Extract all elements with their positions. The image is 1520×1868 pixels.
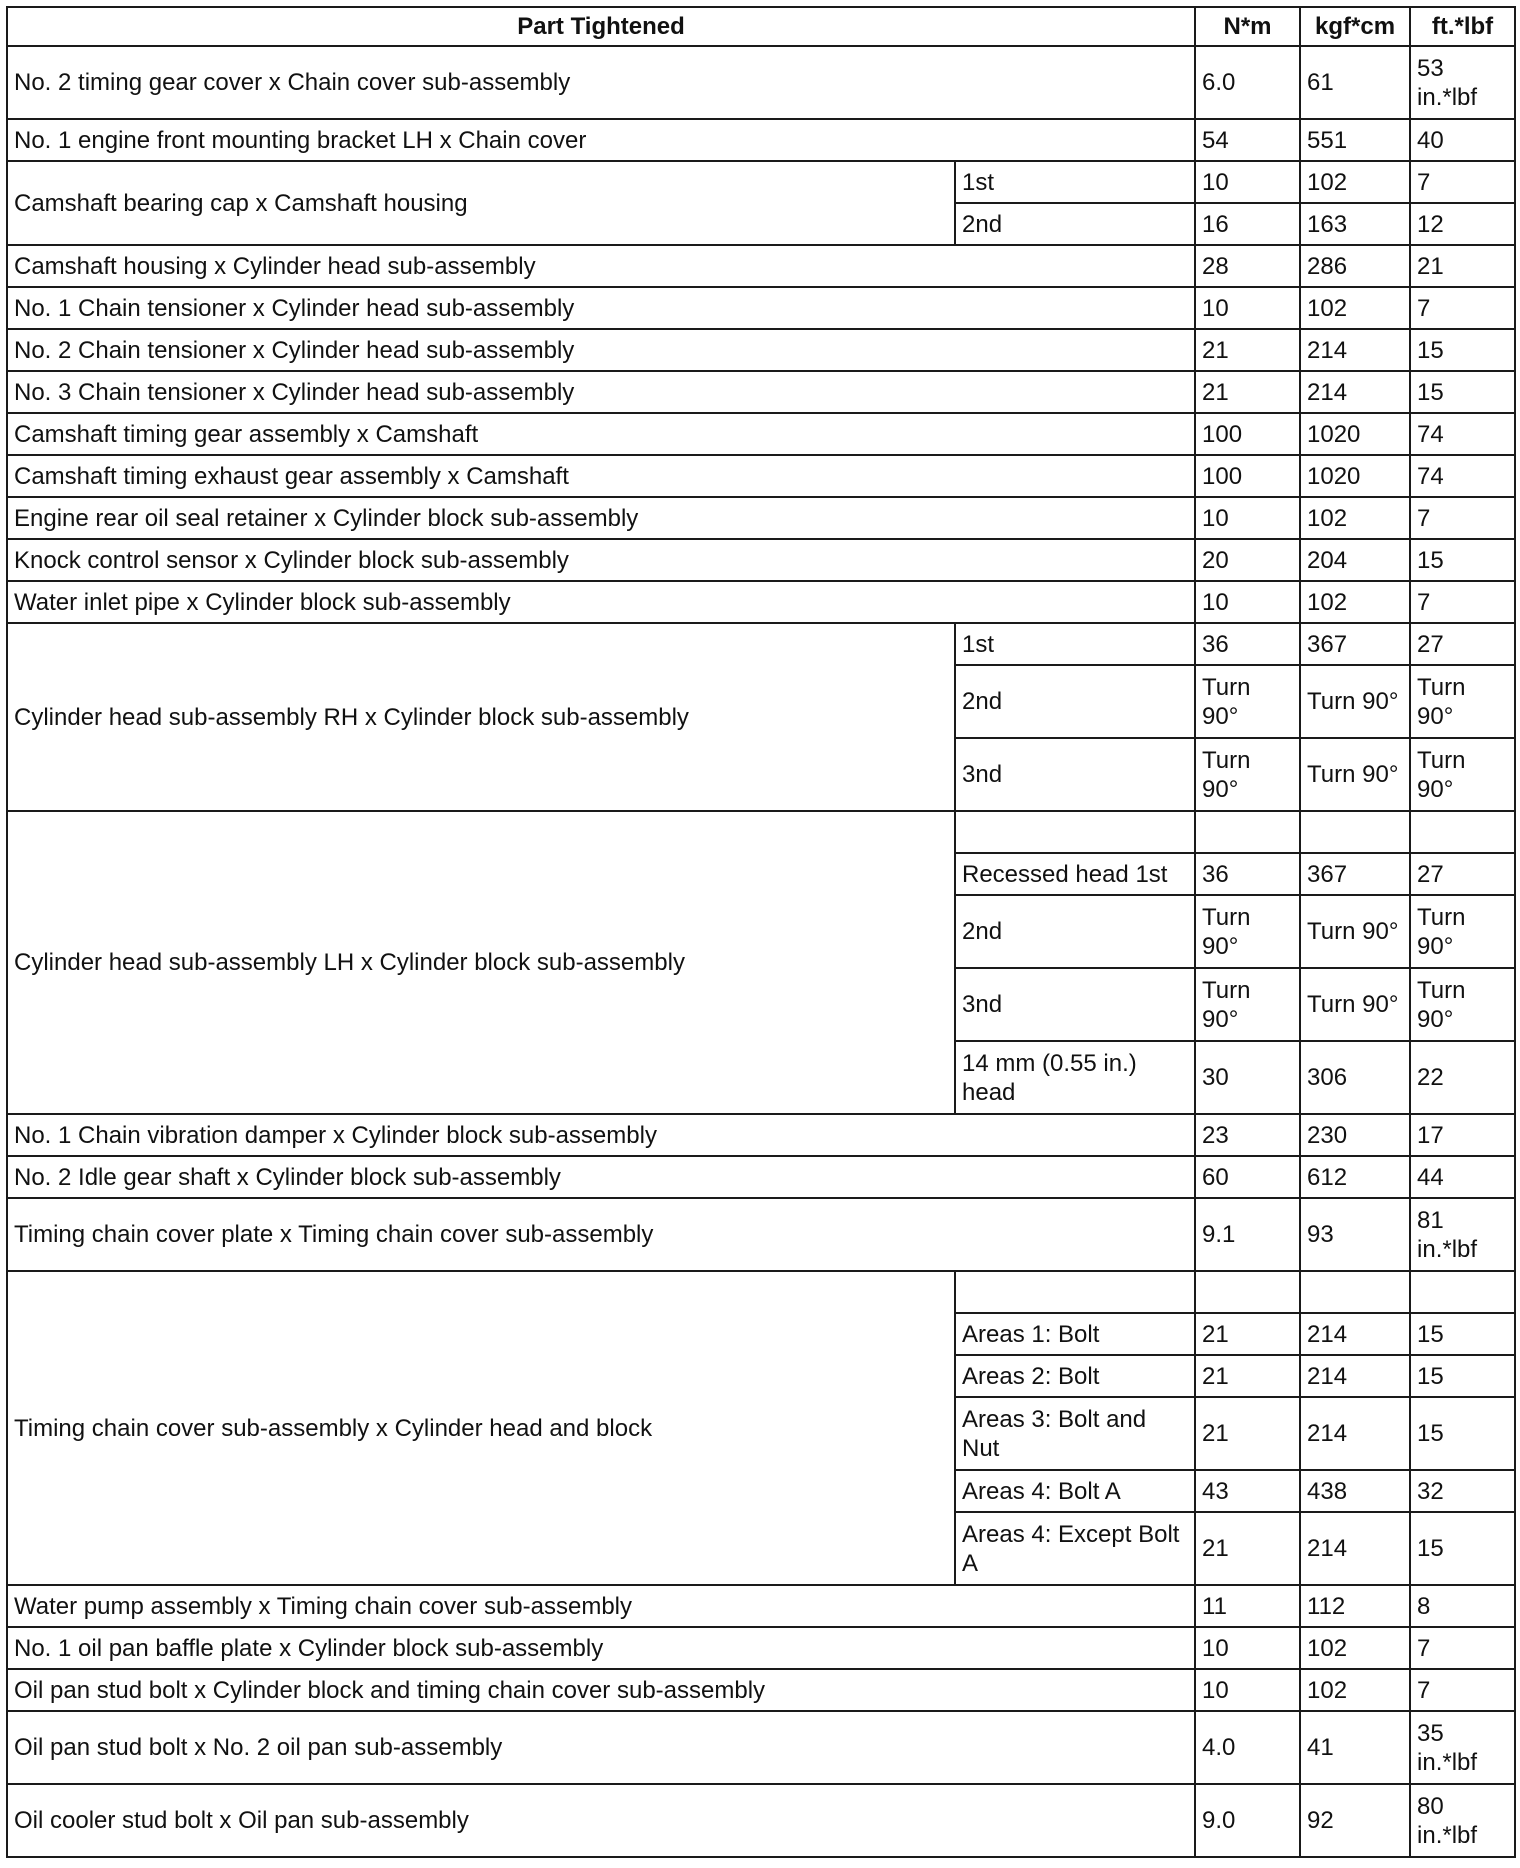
- table-row: [7, 581, 1515, 623]
- value-nm: Turn 90°: [1195, 665, 1300, 738]
- part-cell: Cylinder head sub-assembly RH x Cylinder block sub-assembly: [7, 623, 955, 811]
- table-row: [7, 623, 1515, 665]
- table-row: [7, 287, 1515, 329]
- value-ft: 7: [1410, 287, 1515, 329]
- step-cell: [955, 1271, 1195, 1313]
- value-nm: 6.0: [1195, 46, 1300, 119]
- value-nm: 36: [1195, 623, 1300, 665]
- value-kgf: 102: [1300, 287, 1410, 329]
- table-row: [7, 1711, 1515, 1784]
- step-cell: 1st: [955, 623, 1195, 665]
- value-nm: 21: [1195, 1397, 1300, 1470]
- value-kgf: 61: [1300, 46, 1410, 119]
- value-kgf: 551: [1300, 119, 1410, 161]
- header-ft-lbf: ft.*lbf: [1410, 7, 1515, 46]
- value-nm: 30: [1195, 1041, 1300, 1114]
- value-nm: 21: [1195, 1512, 1300, 1585]
- part-cell: No. 1 Chain vibration damper x Cylinder block sub-assembly: [7, 1114, 1195, 1156]
- value-kgf: 102: [1300, 1627, 1410, 1669]
- part-cell: No. 1 Chain tensioner x Cylinder head sub-assembly: [7, 287, 1195, 329]
- table-row: [7, 119, 1515, 161]
- value-ft: 12: [1410, 203, 1515, 245]
- value-kgf: 214: [1300, 1313, 1410, 1355]
- value-kgf: 230: [1300, 1114, 1410, 1156]
- torque-spec-sheet: [6, 6, 1514, 1862]
- value-nm: 10: [1195, 1669, 1300, 1711]
- value-kgf: 163: [1300, 203, 1410, 245]
- value-ft: 7: [1410, 581, 1515, 623]
- value-nm: 20: [1195, 539, 1300, 581]
- value-ft: 8: [1410, 1585, 1515, 1627]
- value-ft: 15: [1410, 1313, 1515, 1355]
- step-cell: 2nd: [955, 895, 1195, 968]
- step-cell: Areas 4: Bolt A: [955, 1470, 1195, 1512]
- part-cell: Camshaft timing gear assembly x Camshaft: [7, 413, 1195, 455]
- torque-table: [6, 6, 1516, 1858]
- value-ft: 40: [1410, 119, 1515, 161]
- value-kgf: 214: [1300, 329, 1410, 371]
- value-nm: 36: [1195, 853, 1300, 895]
- value-kgf: 612: [1300, 1156, 1410, 1198]
- table-body: [7, 46, 1515, 1857]
- value-kgf: 214: [1300, 371, 1410, 413]
- value-nm: 21: [1195, 329, 1300, 371]
- value-kgf: 92: [1300, 1784, 1410, 1857]
- table-row: [7, 1271, 1515, 1313]
- value-nm: [1195, 1271, 1300, 1313]
- value-kgf: 93: [1300, 1198, 1410, 1271]
- value-nm: 10: [1195, 161, 1300, 203]
- value-ft: [1410, 811, 1515, 853]
- value-nm: Turn 90°: [1195, 895, 1300, 968]
- value-kgf: 367: [1300, 623, 1410, 665]
- value-nm: 16: [1195, 203, 1300, 245]
- value-ft: 15: [1410, 1397, 1515, 1470]
- value-kgf: 214: [1300, 1355, 1410, 1397]
- step-cell: 3nd: [955, 738, 1195, 811]
- value-ft: 53 in.*lbf: [1410, 46, 1515, 119]
- value-ft: Turn 90°: [1410, 665, 1515, 738]
- value-kgf: 367: [1300, 853, 1410, 895]
- value-nm: 28: [1195, 245, 1300, 287]
- value-nm: Turn 90°: [1195, 738, 1300, 811]
- value-nm: 9.0: [1195, 1784, 1300, 1857]
- value-kgf: 438: [1300, 1470, 1410, 1512]
- table-row: [7, 1784, 1515, 1857]
- value-ft: 15: [1410, 371, 1515, 413]
- value-kgf: 102: [1300, 497, 1410, 539]
- table-row: [7, 1669, 1515, 1711]
- table-row: [7, 413, 1515, 455]
- part-cell: No. 2 Idle gear shaft x Cylinder block sub-assembly: [7, 1156, 1195, 1198]
- value-ft: 7: [1410, 497, 1515, 539]
- value-ft: 27: [1410, 853, 1515, 895]
- value-ft: [1410, 1271, 1515, 1313]
- table-row: [7, 371, 1515, 413]
- value-nm: 23: [1195, 1114, 1300, 1156]
- part-cell: Camshaft bearing cap x Camshaft housing: [7, 161, 955, 245]
- value-nm: 10: [1195, 581, 1300, 623]
- value-kgf: Turn 90°: [1300, 968, 1410, 1041]
- step-cell: 2nd: [955, 203, 1195, 245]
- step-cell: [955, 811, 1195, 853]
- part-cell: Cylinder head sub-assembly LH x Cylinder block sub-assembly: [7, 811, 955, 1114]
- part-cell: No. 1 engine front mounting bracket LH x Chain cover: [7, 119, 1195, 161]
- value-ft: 22: [1410, 1041, 1515, 1114]
- value-kgf: 286: [1300, 245, 1410, 287]
- table-row: [7, 1627, 1515, 1669]
- value-ft: 74: [1410, 413, 1515, 455]
- value-nm: Turn 90°: [1195, 968, 1300, 1041]
- table-row: [7, 46, 1515, 119]
- part-cell: Oil pan stud bolt x Cylinder block and timing chain cover sub-assembly: [7, 1669, 1195, 1711]
- part-cell: Oil cooler stud bolt x Oil pan sub-assembly: [7, 1784, 1195, 1857]
- header-part-tightened: Part Tightened: [7, 7, 1195, 46]
- value-nm: 43: [1195, 1470, 1300, 1512]
- value-ft: 7: [1410, 1627, 1515, 1669]
- value-ft: 15: [1410, 539, 1515, 581]
- value-ft: 35 in.*lbf: [1410, 1711, 1515, 1784]
- value-nm: 10: [1195, 497, 1300, 539]
- part-cell: No. 2 Chain tensioner x Cylinder head sub-assembly: [7, 329, 1195, 371]
- value-kgf: Turn 90°: [1300, 738, 1410, 811]
- step-cell: 3nd: [955, 968, 1195, 1041]
- value-kgf: 102: [1300, 581, 1410, 623]
- value-kgf: 214: [1300, 1512, 1410, 1585]
- value-ft: 15: [1410, 1355, 1515, 1397]
- value-nm: [1195, 811, 1300, 853]
- value-nm: 21: [1195, 371, 1300, 413]
- part-cell: Engine rear oil seal retainer x Cylinder block sub-assembly: [7, 497, 1195, 539]
- value-ft: Turn 90°: [1410, 968, 1515, 1041]
- value-kgf: 204: [1300, 539, 1410, 581]
- part-cell: Camshaft housing x Cylinder head sub-assembly: [7, 245, 1195, 287]
- part-cell: No. 2 timing gear cover x Chain cover sub-assembly: [7, 46, 1195, 119]
- table-row: [7, 1585, 1515, 1627]
- value-kgf: 102: [1300, 1669, 1410, 1711]
- step-cell: 1st: [955, 161, 1195, 203]
- value-kgf: [1300, 811, 1410, 853]
- value-ft: 81 in.*lbf: [1410, 1198, 1515, 1271]
- step-cell: Areas 2: Bolt: [955, 1355, 1195, 1397]
- table-row: [7, 1156, 1515, 1198]
- value-kgf: Turn 90°: [1300, 665, 1410, 738]
- table-row: [7, 497, 1515, 539]
- value-kgf: 306: [1300, 1041, 1410, 1114]
- value-nm: 21: [1195, 1313, 1300, 1355]
- value-kgf: 41: [1300, 1711, 1410, 1784]
- value-kgf: 112: [1300, 1585, 1410, 1627]
- part-cell: Water pump assembly x Timing chain cover sub-assembly: [7, 1585, 1195, 1627]
- table-row: [7, 1198, 1515, 1271]
- value-ft: 15: [1410, 1512, 1515, 1585]
- value-kgf: [1300, 1271, 1410, 1313]
- part-cell: Oil pan stud bolt x No. 2 oil pan sub-assembly: [7, 1711, 1195, 1784]
- value-nm: 11: [1195, 1585, 1300, 1627]
- part-cell: Water inlet pipe x Cylinder block sub-assembly: [7, 581, 1195, 623]
- table-row: [7, 811, 1515, 853]
- part-cell: No. 3 Chain tensioner x Cylinder head sub-assembly: [7, 371, 1195, 413]
- value-ft: 17: [1410, 1114, 1515, 1156]
- header-kgf-cm: kgf*cm: [1300, 7, 1410, 46]
- part-cell: Timing chain cover sub-assembly x Cylinder head and block: [7, 1271, 955, 1585]
- table-row: [7, 539, 1515, 581]
- step-cell: 14 mm (0.55 in.) head: [955, 1041, 1195, 1114]
- value-ft: Turn 90°: [1410, 895, 1515, 968]
- part-cell: Camshaft timing exhaust gear assembly x Camshaft: [7, 455, 1195, 497]
- value-ft: 21: [1410, 245, 1515, 287]
- value-ft: 7: [1410, 161, 1515, 203]
- value-nm: 10: [1195, 1627, 1300, 1669]
- value-ft: 15: [1410, 329, 1515, 371]
- value-kgf: Turn 90°: [1300, 895, 1410, 968]
- part-cell: Timing chain cover plate x Timing chain cover sub-assembly: [7, 1198, 1195, 1271]
- value-kgf: 102: [1300, 161, 1410, 203]
- value-nm: 21: [1195, 1355, 1300, 1397]
- value-nm: 4.0: [1195, 1711, 1300, 1784]
- table-row: [7, 161, 1515, 203]
- table-header: [7, 7, 1515, 46]
- value-nm: 60: [1195, 1156, 1300, 1198]
- value-kgf: 1020: [1300, 413, 1410, 455]
- value-ft: 7: [1410, 1669, 1515, 1711]
- table-row: [7, 245, 1515, 287]
- value-ft: 80 in.*lbf: [1410, 1784, 1515, 1857]
- value-ft: 27: [1410, 623, 1515, 665]
- table-row: [7, 329, 1515, 371]
- step-cell: Recessed head 1st: [955, 853, 1195, 895]
- value-ft: 74: [1410, 455, 1515, 497]
- value-nm: 100: [1195, 455, 1300, 497]
- table-row: [7, 455, 1515, 497]
- value-nm: 54: [1195, 119, 1300, 161]
- step-cell: Areas 3: Bolt and Nut: [955, 1397, 1195, 1470]
- value-kgf: 214: [1300, 1397, 1410, 1470]
- table-row: [7, 1114, 1515, 1156]
- value-ft: 44: [1410, 1156, 1515, 1198]
- part-cell: Knock control sensor x Cylinder block sub-assembly: [7, 539, 1195, 581]
- header-nm: N*m: [1195, 7, 1300, 46]
- value-nm: 10: [1195, 287, 1300, 329]
- value-ft: Turn 90°: [1410, 738, 1515, 811]
- value-ft: 32: [1410, 1470, 1515, 1512]
- step-cell: Areas 4: Except Bolt A: [955, 1512, 1195, 1585]
- step-cell: 2nd: [955, 665, 1195, 738]
- step-cell: Areas 1: Bolt: [955, 1313, 1195, 1355]
- value-nm: 100: [1195, 413, 1300, 455]
- part-cell: No. 1 oil pan baffle plate x Cylinder block sub-assembly: [7, 1627, 1195, 1669]
- value-kgf: 1020: [1300, 455, 1410, 497]
- value-nm: 9.1: [1195, 1198, 1300, 1271]
